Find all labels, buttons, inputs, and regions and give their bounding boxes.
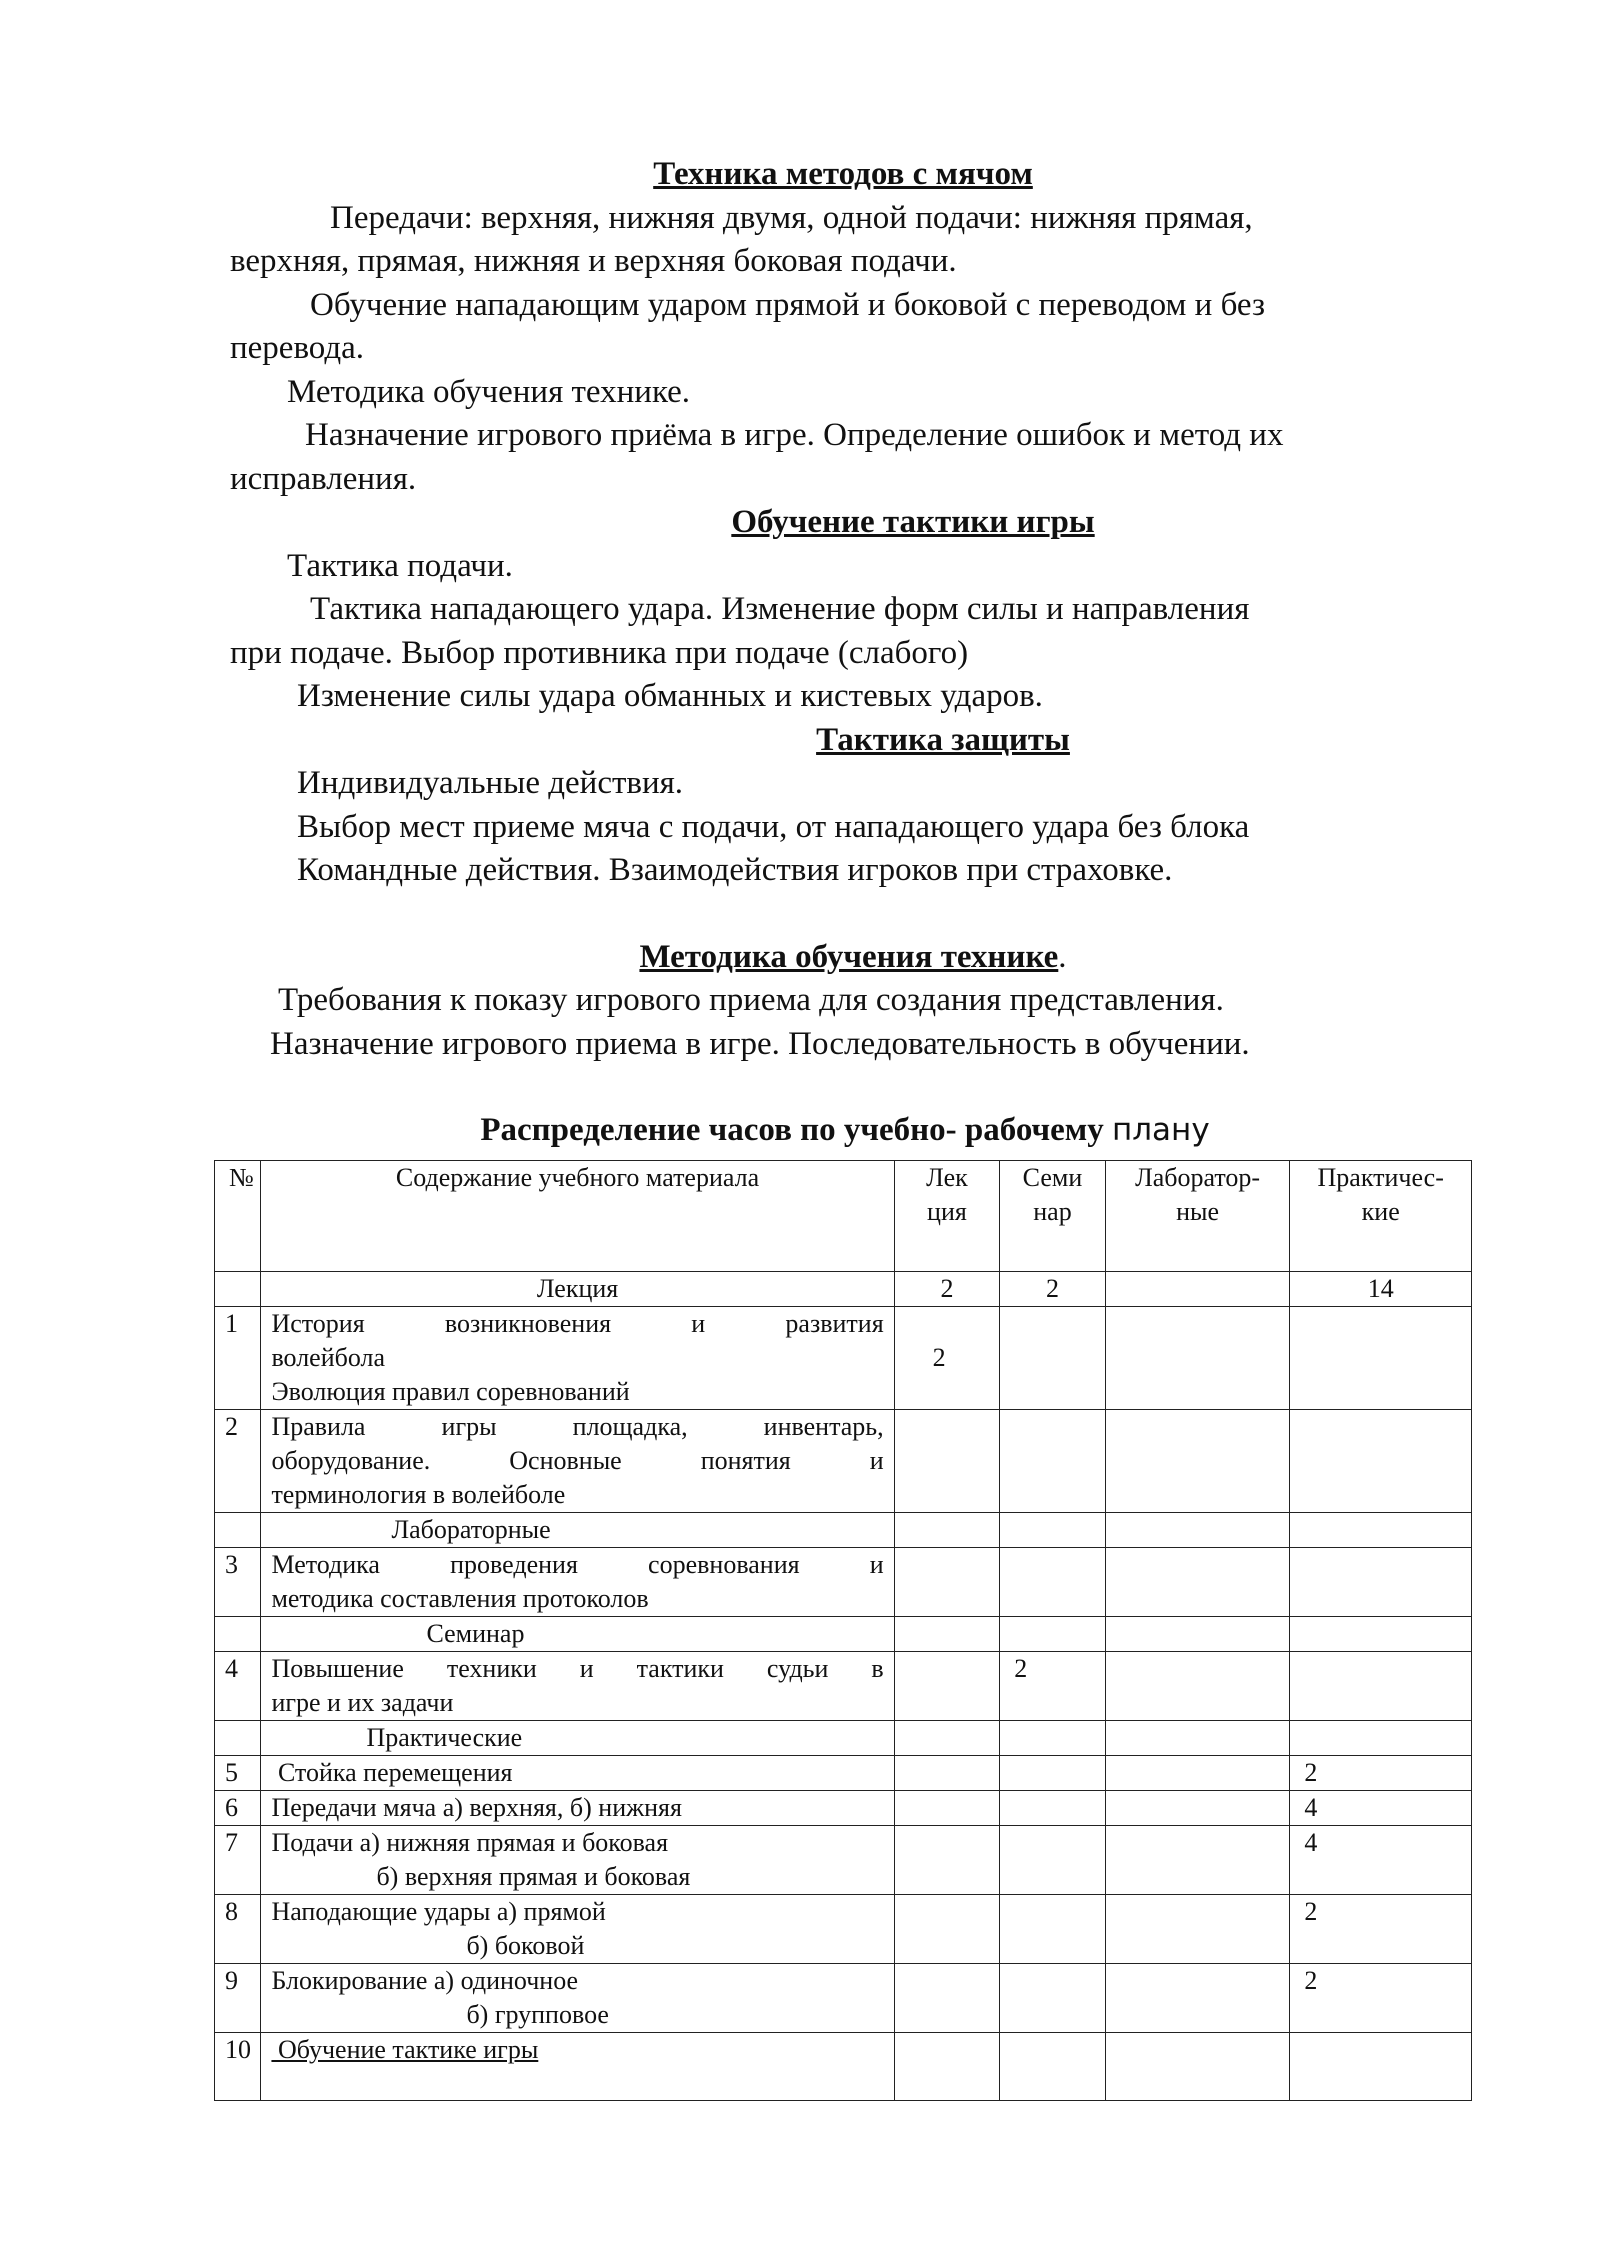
section-label: Лабораторные xyxy=(261,1513,894,1548)
header-seminar: Семи нар xyxy=(1000,1161,1106,1272)
row-content: Подачи а) нижняя прямая и боковая б) верхняя прямая и боковая xyxy=(261,1826,894,1895)
paragraph: Выбор мест приеме мяча с подачи, от нападающего удара без блока xyxy=(297,808,1250,845)
header-num: № xyxy=(215,1161,261,1272)
row-practical: 4 xyxy=(1290,1826,1472,1895)
summary-seminar: 2 xyxy=(1000,1272,1106,1307)
row-content: Блокирование а) одиночное б) групповое xyxy=(261,1964,894,2033)
row-practical: 4 xyxy=(1290,1791,1472,1826)
row-practical: 2 xyxy=(1290,1756,1472,1791)
row-content: Обучение тактике игры xyxy=(261,2033,894,2101)
section-label: Семинар xyxy=(261,1617,894,1652)
paragraph: Назначение игрового приема в игре. Последовательность в обучении. xyxy=(270,1025,1250,1062)
row-content: Передачи мяча а) верхняя, б) нижняя xyxy=(261,1791,894,1826)
row-num: 10 xyxy=(215,2033,261,2101)
row-num: 5 xyxy=(215,1756,261,1791)
row-num: 8 xyxy=(215,1895,261,1964)
heading-defense: Тактика защиты xyxy=(816,721,1070,758)
summary-practical: 14 xyxy=(1290,1272,1472,1307)
row-num: 1 xyxy=(215,1307,261,1410)
heading-methodology: Методика обучения технике. xyxy=(639,938,1067,975)
summary-label: Лекция xyxy=(261,1272,894,1307)
header-laboratory: Лаборатор- ные xyxy=(1105,1161,1290,1272)
section-row-practical xyxy=(215,1721,1472,1756)
table-row xyxy=(215,1307,1472,1410)
section-label: Практические xyxy=(261,1721,894,1756)
table-row xyxy=(215,2033,1472,2101)
table-row xyxy=(215,1964,1472,2033)
section-row-laboratory xyxy=(215,1513,1472,1548)
row-content: История возникновения и развития волейбола Эволюция правил соревнований xyxy=(261,1307,894,1410)
paragraph: Методика обучения технике. xyxy=(287,373,691,410)
section-row-seminar xyxy=(215,1617,1472,1652)
paragraph: Изменение силы удара обманных и кистевых ударов. xyxy=(297,678,1043,714)
paragraph: Требования к показу игрового приема для создания представления. xyxy=(278,982,1224,1018)
row-lectures: 2 xyxy=(894,1307,1000,1410)
heading-tactics: Обучение тактики игры xyxy=(731,504,1095,540)
table-header-row xyxy=(215,1161,1472,1272)
hours-table xyxy=(214,1160,1472,2101)
table-row xyxy=(215,1791,1472,1826)
table-row-summary xyxy=(215,1272,1472,1307)
header-practical: Практичес- кие xyxy=(1290,1161,1472,1272)
row-content: Методика проведения соревнования и методика составления протоколов xyxy=(261,1548,894,1617)
row-num: 9 xyxy=(215,1964,261,2033)
row-num: 3 xyxy=(215,1548,261,1617)
table-row xyxy=(215,1548,1472,1617)
header-lectures: Лек ция xyxy=(894,1161,1000,1272)
table-row xyxy=(215,1756,1472,1791)
row-practical: 2 xyxy=(1290,1964,1472,2033)
row-practical: 2 xyxy=(1290,1895,1472,1964)
paragraph: Командные действия. Взаимодействия игроков при страховке. xyxy=(297,852,1173,888)
row-content: Наподающие удары а) прямой б) боковой xyxy=(261,1895,894,1964)
paragraph: Индивидуальные действия. xyxy=(297,765,684,801)
row-num: 4 xyxy=(215,1652,261,1721)
paragraph: Передачи: верхняя, нижняя двумя, одной подачи: нижняя прямая, верхняя, прямая, нижняя и верхняя боковая подачи. xyxy=(230,199,1253,279)
row-content: Стойка перемещения xyxy=(261,1756,894,1791)
heading-technique: Техника методов с мячом xyxy=(653,156,1033,192)
table-row xyxy=(215,1826,1472,1895)
row-num: 6 xyxy=(215,1791,261,1826)
table-title: Распределение часов по учебно- рабочему плану xyxy=(480,1112,1210,1148)
table-row xyxy=(215,1895,1472,1964)
paragraph: Назначение игрового приёма в игре. Определение ошибок и метод их исправления. xyxy=(230,417,1284,497)
row-seminar: 2 xyxy=(1000,1652,1106,1721)
row-num: 2 xyxy=(215,1410,261,1513)
summary-lectures: 2 xyxy=(894,1272,1000,1307)
text-content xyxy=(230,153,1456,1066)
paragraph: Обучение нападающим ударом прямой и боковой с переводом и без перевода. xyxy=(230,286,1266,366)
row-content: Повышение техники и тактики судьи в игре и их задачи xyxy=(261,1652,894,1721)
paragraph: Тактика подачи. xyxy=(287,547,513,584)
header-content: Содержание учебного материала xyxy=(261,1161,894,1272)
table-row xyxy=(215,1410,1472,1513)
row-num: 7 xyxy=(215,1826,261,1895)
row-content: Правила игры площадка, инвентарь, оборудование. Основные понятия и терминология в волейболе xyxy=(261,1410,894,1513)
paragraph: Тактика нападающего удара. Изменение форм силы и направления при подаче. Выбор противника при подаче (слабого) xyxy=(230,591,1250,671)
table-row xyxy=(215,1652,1472,1721)
